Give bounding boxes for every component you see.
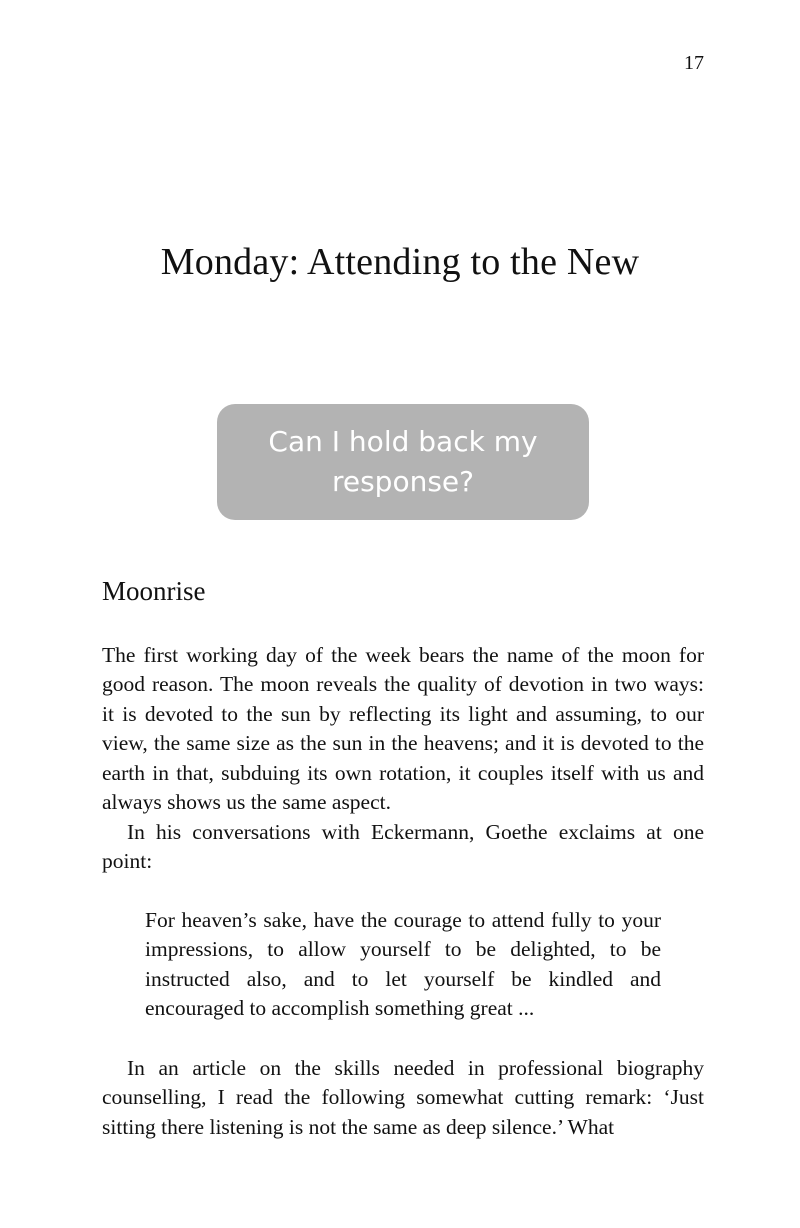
block-quote: For heaven’s sake, have the courage to attend fully to your impressions, to allow yourself to be delighted, to be instructed also, and to let yourself be kindled and encouraged to accomplish something great ... [145, 908, 661, 1021]
paragraph-3: In an article on the skills needed in professional biography counselling, I read the following somewhat cutting remark: ‘Just sitting there listening is not the same as deep silence.’ What [102, 1056, 704, 1139]
paragraph-1: The first working day of the week bears the name of the moon for good reason. The moon reveals the quality of devotion in two ways: it is devoted to the sun by reflecting its light and assuming, to our view, the same size as the sun in the heavens; and it is devoted to the earth in that, subduing its own rotation, it couples itself with us and always shows us the same aspect. [102, 643, 704, 815]
callout-text: Can I hold back my response? [268, 425, 538, 498]
paragraph-2: In his conversations with Eckermann, Goethe exclaims at one point: [102, 820, 704, 874]
page-number: 17 [684, 52, 704, 74]
section-heading: Moonrise [102, 576, 206, 606]
chapter-title: Monday: Attending to the New [160, 241, 640, 283]
callout-box [217, 404, 589, 520]
